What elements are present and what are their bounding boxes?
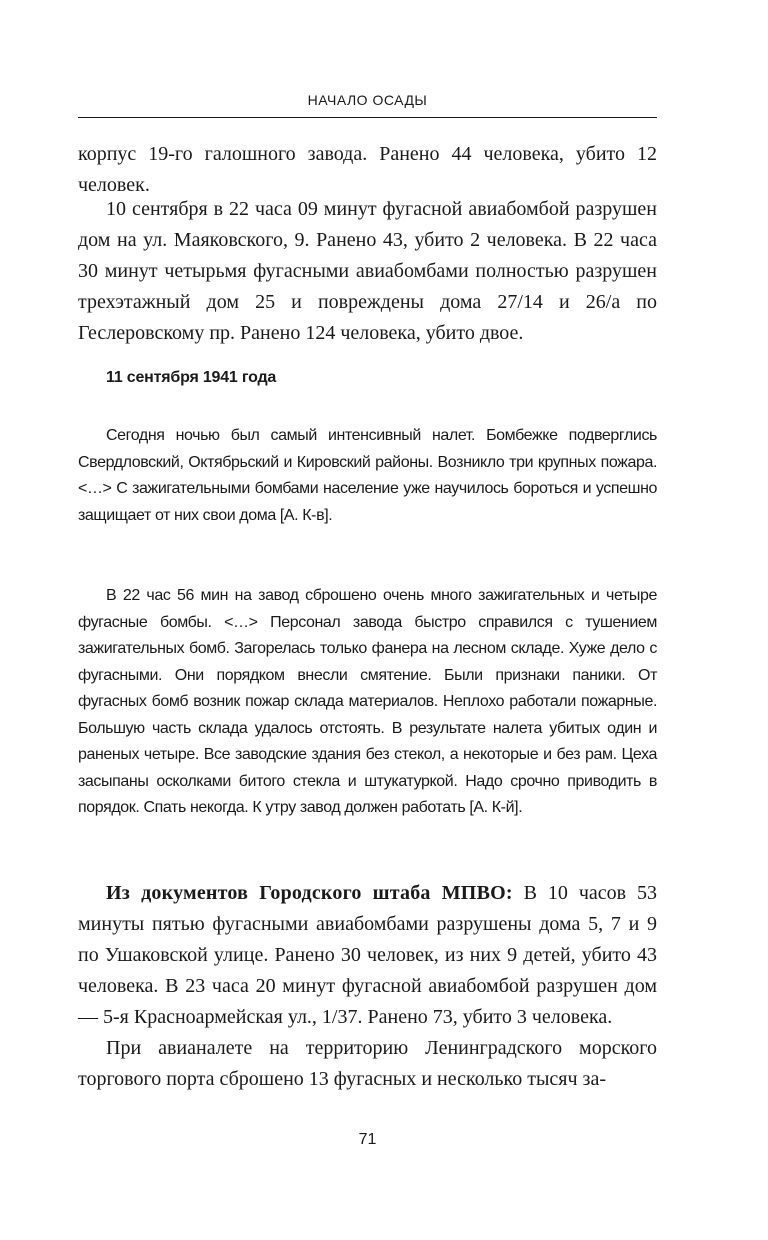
running-header: НАЧАЛО ОСАДЫ <box>307 92 428 108</box>
diary-entry-2: В 22 час 56 мин на завод сброшено очень много зажигательных и четыре фугасные бомбы. <…> Персонал завода быстро справился с тушением зажигательных бомб. Загорелась только фанера на лесном складе. Хуже дело с фугасными. Они порядком внесли смятение. Были признаки паники. От фугасных бомб возник пожар склада материалов. Неплохо работали пожарные. Большую часть склада удалось отстоять. В результате налета убитых один и раненых четыре. Все заводские здания без стекол, а некоторые и без рам. Цеха засыпаны осколками битого стекла и штукатуркой. Надо срочно приводить в порядок. Спать некогда. К утру завод должен работать [А. К-й]. <box>78 587 657 816</box>
paragraph-last: При авианалете на территорию Ленинградского морского торгового порта сброшено 13 фугасных и несколько тысяч за- <box>78 1037 657 1090</box>
date-heading: 11 сентября 1941 года <box>106 369 277 386</box>
paragraph-1: корпус 19-го галошного завода. Ранено 44 человека, убито 12 человек. <box>78 143 657 196</box>
document-paragraph <box>78 878 657 1033</box>
paragraph-2: 10 сентября в 22 часа 09 минут фугасной авиабомбой разрушен дом на ул. Маяковского, 9. Ранено 43, убито 2 человека. В 22 часа 30 минут четырьмя фугасными авиабомбами полностью разрушен трехэтажный дом 25 и повреждены дома 27/14 и 26/а по Геслеровскому пр. Ранено 124 человека, убито двое. <box>78 198 657 344</box>
header-rule <box>78 117 657 118</box>
page-number: 71 <box>358 1131 377 1148</box>
diary-entry-1: Сегодня ночью был самый интенсивный налет. Бомбежке подверглись Свердловский, Октябрьский и Кировский районы. Возникло три крупных пожара. <…> С зажигательными бомбами население уже научилось бороться и успешно защищает от них свои дома [А. К-в]. <box>78 427 657 524</box>
document-heading: Из документов Городского штаба МПВО: <box>106 882 513 904</box>
document-text: В 10 часов 53 минуты пятью фугасными авиабомбами разрушены дома 5, 7 и 9 по Ушаковской улице. Ранено 30 человек, из них 9 детей, убито 43 человека. В 23 часа 20 минут фугасной авиабомбой разрушен дом — 5-я Красноармейская ул., 1/37. Ранено 73, убито 3 человека. <box>78 882 657 1028</box>
